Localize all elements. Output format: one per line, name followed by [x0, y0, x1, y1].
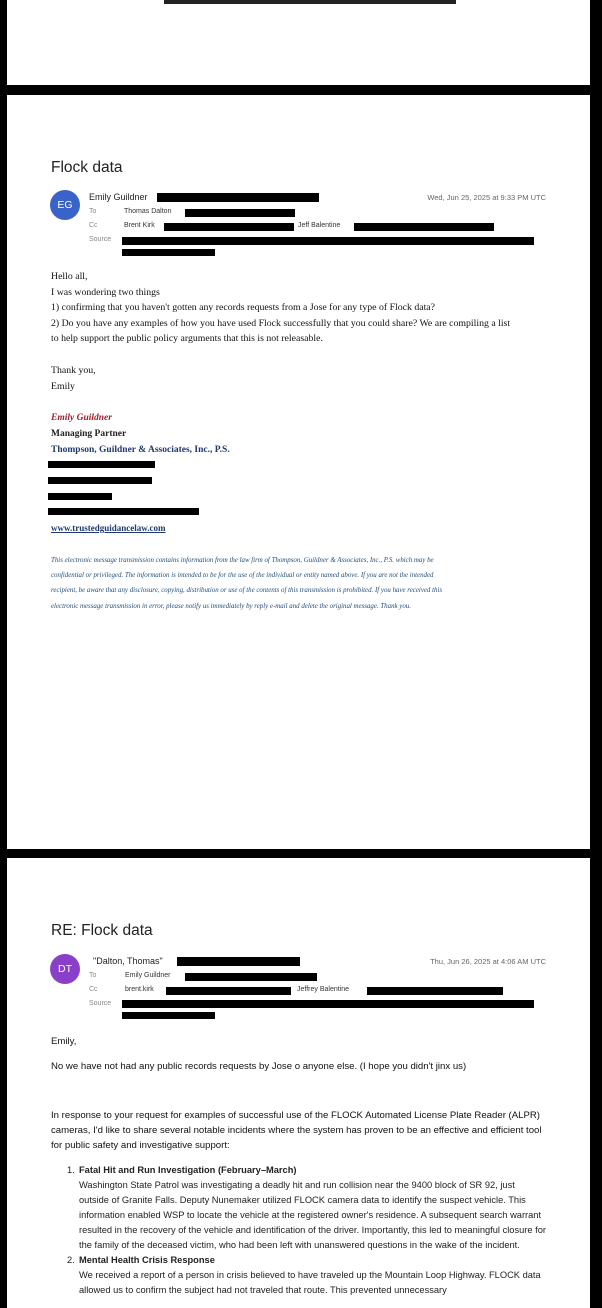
- redacted-cc-email-2: [354, 223, 494, 231]
- redacted-sig-line-4: [48, 508, 199, 515]
- email-date: Wed, Jun 25, 2025 at 9:33 PM UTC: [427, 193, 546, 202]
- previous-page: [7, 0, 590, 85]
- to-value: Thomas Dalton: [124, 208, 172, 215]
- cc-value-1: brent.kirk: [125, 986, 154, 993]
- sender-name: Emily Guildner: [89, 192, 148, 202]
- body-line: to help support the public policy arguments that this is not releasable.: [51, 333, 323, 344]
- redacted-sig-line-3: [48, 493, 112, 500]
- signature-name: Emily Guildner: [51, 413, 112, 423]
- redacted-cc-email-2: [367, 987, 503, 995]
- incident-title: Fatal Hit and Run Investigation (February–March): [79, 1165, 297, 1175]
- reply-greeting: Emily,: [51, 1036, 77, 1047]
- list-number: 1.: [67, 1165, 75, 1175]
- signature-title: Managing Partner: [51, 429, 127, 439]
- toolbar-strip: [164, 0, 456, 4]
- email-date: Thu, Jun 26, 2025 at 4:06 AM UTC: [430, 957, 546, 966]
- redacted-sig-line-1: [48, 461, 155, 468]
- redacted-to-email: [185, 209, 295, 217]
- to-value: Emily Guildner: [125, 972, 171, 979]
- greeting: Hello all,: [51, 271, 88, 282]
- redacted-source-1: [122, 237, 534, 245]
- body-line: 1) confirming that you haven't gotten any records requests from a Jose for any type of Flock data?: [51, 302, 436, 313]
- cc-label: Cc: [89, 222, 98, 229]
- cc-value-1: Brent Kirk: [124, 222, 155, 229]
- to-label: To: [89, 208, 97, 215]
- website-link[interactable]: www.trustedguidancelaw.com: [51, 523, 166, 533]
- source-label: Source: [89, 1000, 112, 1007]
- redacted-sender-email: [157, 193, 319, 202]
- list-item: [69, 1163, 547, 1253]
- avatar: DT: [50, 954, 80, 984]
- disclaimer-line: confidential or privileged. The information is intended to be for the use of the individual or entity named above. If you are not the intended: [51, 572, 434, 580]
- list-number: 2.: [67, 1255, 75, 1265]
- disclaimer-line: recipient, be aware that any disclosure, copying, distribution or use of the contents of this transmission is prohibited. If you have received this: [51, 587, 443, 595]
- email-page-1: [7, 95, 590, 849]
- redacted-source-2: [122, 1012, 215, 1019]
- redacted-source-1: [122, 1000, 534, 1008]
- email-page-2: [7, 858, 590, 1308]
- cc-label: Cc: [89, 986, 98, 993]
- redacted-cc-email-1: [166, 987, 291, 995]
- email-closing: [51, 363, 96, 394]
- redacted-source-2: [122, 249, 215, 256]
- email-subject: RE: Flock data: [51, 922, 153, 939]
- reply-text: No we have not had any public records requests by Jose o anyone else. (I hope you didn't jinx us): [51, 1061, 467, 1072]
- redacted-to-email: [185, 973, 317, 981]
- body-line: 2) Do you have any examples of how you have used Flock successfully that you could share? We are compiling a list: [51, 317, 511, 329]
- redacted-cc-email-1: [164, 223, 294, 231]
- email-subject: Flock data: [51, 159, 123, 176]
- legal-disclaimer: [51, 553, 546, 614]
- cc-value-2: Jeff Balentine: [298, 222, 341, 229]
- to-label: To: [89, 972, 97, 979]
- incident-text: We received a report of a person in crisis believed to have traveled up the Mountain Loop Highway. FLOCK data allowed us to confirm the subject had not traveled that route. This prevented unnecessary: [79, 1270, 541, 1295]
- incident-list: [69, 1163, 547, 1298]
- list-item: [69, 1253, 547, 1298]
- cc-value-2: Jeffrey Balentine: [297, 986, 350, 993]
- incident-title: Mental Health Crisis Response: [79, 1255, 215, 1265]
- closing-name: Emily: [51, 380, 75, 392]
- disclaimer-line: This electronic message transmission contains information from the law firm of Thompson, Guildner & Associates, Inc., P.S. which may be: [51, 557, 434, 564]
- avatar: EG: [50, 190, 80, 220]
- redacted-sender-email: [177, 957, 300, 966]
- source-label: Source: [89, 236, 112, 243]
- reply-intro: In response to your request for examples of successful use of the FLOCK Automated License Plate Reader (ALPR) cameras, I'd like to share several notable incidents where the system has proven to be an effective and efficient tool for public safety and investigative support:: [51, 1110, 542, 1151]
- email-body: [51, 269, 510, 347]
- sender-line: [93, 956, 163, 966]
- sender-name: "Dalton, Thomas": [93, 956, 163, 966]
- incident-text: Washington State Patrol was investigating a deadly hit and run collision near the 9400 block of SR 92, just outside of Granite Falls. Deputy Nunemaker utilized FLOCK camera data to identify the suspect vehicle. This information enabled WSP to locate the vehicle at the registered owner's residence. A subsequent search warrant resulted in the recovery of the vehicle and identification of the driver. Importantly, this led to meaningful closure for the family of the deceased victim, who had been left with unanswered questions in the wake of the incident.: [79, 1180, 546, 1250]
- sender-line: [89, 192, 148, 202]
- body-line: I was wondering two things: [51, 286, 160, 298]
- redacted-sig-line-2: [48, 477, 152, 484]
- disclaimer-line: electronic message transmission in error, please notify us immediately by reply e-mail and delete the original message. Thank you.: [51, 602, 411, 610]
- closing-thanks: Thank you,: [51, 365, 96, 376]
- signature-firm: Thompson, Guildner & Associates, Inc., P.S.: [51, 445, 230, 455]
